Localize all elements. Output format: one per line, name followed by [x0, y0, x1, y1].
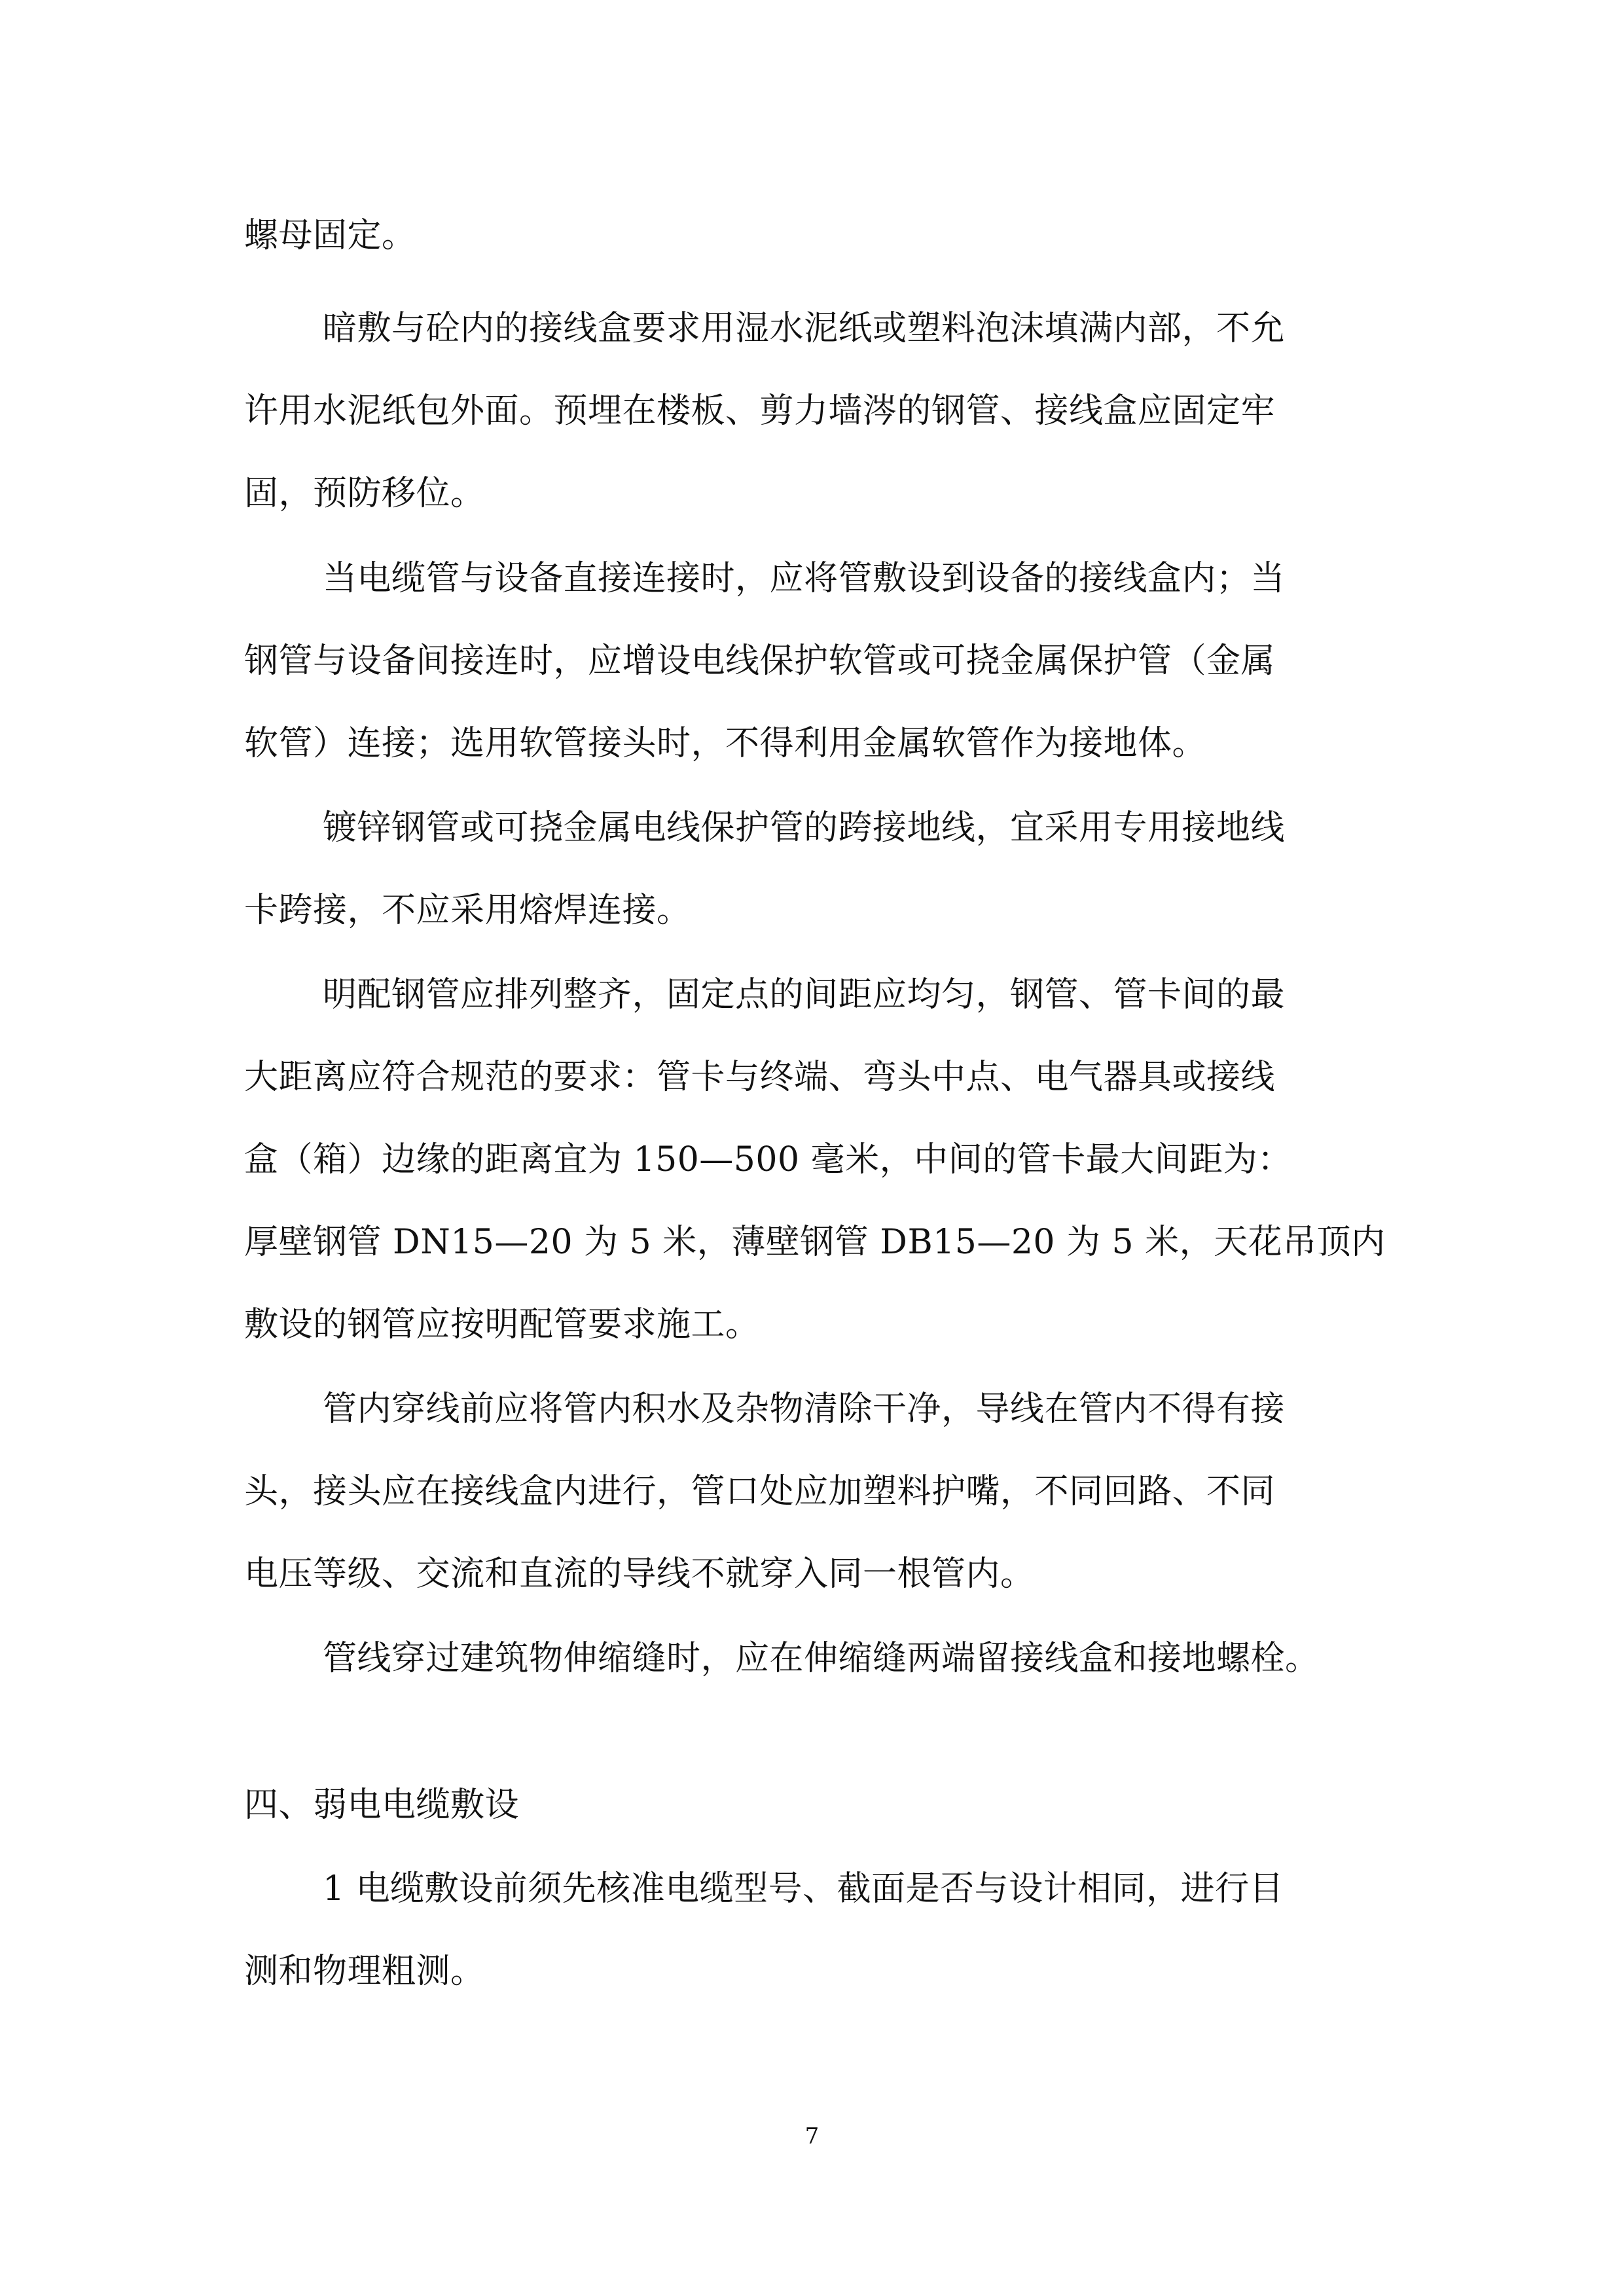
- text-line: 卡跨接，不应采用熔焊连接。: [244, 891, 691, 930]
- text-line: 暗敷与砼内的接线盒要求用湿水泥纸或塑料泡沫填满内部，不允: [323, 309, 1286, 348]
- text-line: 钢管与设备间接连时，应增设电线保护软管或可挠金属保护管（金属: [244, 641, 1276, 681]
- text-line: 固，预防移位。: [244, 474, 485, 513]
- text-line: 敷设的钢管应按明配管要求施工。: [244, 1305, 760, 1344]
- text-line: 许用水泥纸包外面。预埋在楼板、剪力墙涔的钢管、接线盒应固定牢: [244, 391, 1276, 431]
- text-line: 管内穿线前应将管内积水及杂物清除干净，导线在管内不得有接: [323, 1390, 1286, 1429]
- text-line: 测和物理粗测。: [244, 1952, 485, 1991]
- text-line: 厚壁钢管 DN15—20 为 5 米，薄壁钢管 DB15—20 为 5 米，天花吊顶内: [244, 1223, 1386, 1262]
- text-line: 大距离应符合规范的要求：管卡与终端、弯头中点、电气器具或接线: [244, 1058, 1276, 1097]
- text-line: 当电缆管与设备直接连接时，应将管敷设到设备的接线盒内；当: [323, 559, 1286, 598]
- text-line: 头，接头应在接线盒内进行，管口处应加塑料护嘴，不同回路、不同: [244, 1472, 1276, 1511]
- text-line: 1 电缆敷设前须先核准电缆型号、截面是否与设计相同，进行目: [323, 1869, 1284, 1909]
- text-line: 螺母固定。: [244, 216, 416, 255]
- text-line: 盒（箱）边缘的距离宜为 150—500 毫米，中间的管卡最大间距为：: [244, 1140, 1292, 1179]
- text-line: 明配钢管应排列整齐，固定点的间距应均匀，钢管、管卡间的最: [323, 975, 1286, 1014]
- text-line: 电压等级、交流和直流的导线不就穿入同一根管内。: [244, 1554, 1035, 1594]
- text-line: 软管）连接；选用软管接头时，不得利用金属软管作为接地体。: [244, 724, 1207, 763]
- page-number: 7: [804, 2123, 820, 2149]
- section-heading: 四、弱电电缆敷设: [244, 1785, 520, 1825]
- text-line: 管线穿过建筑物伸缩缝时，应在伸缩缝两端留接线盒和接地螺栓。: [323, 1639, 1320, 1678]
- text-line: 镀锌钢管或可挠金属电线保护管的跨接地线，宜采用专用接地线: [323, 808, 1286, 848]
